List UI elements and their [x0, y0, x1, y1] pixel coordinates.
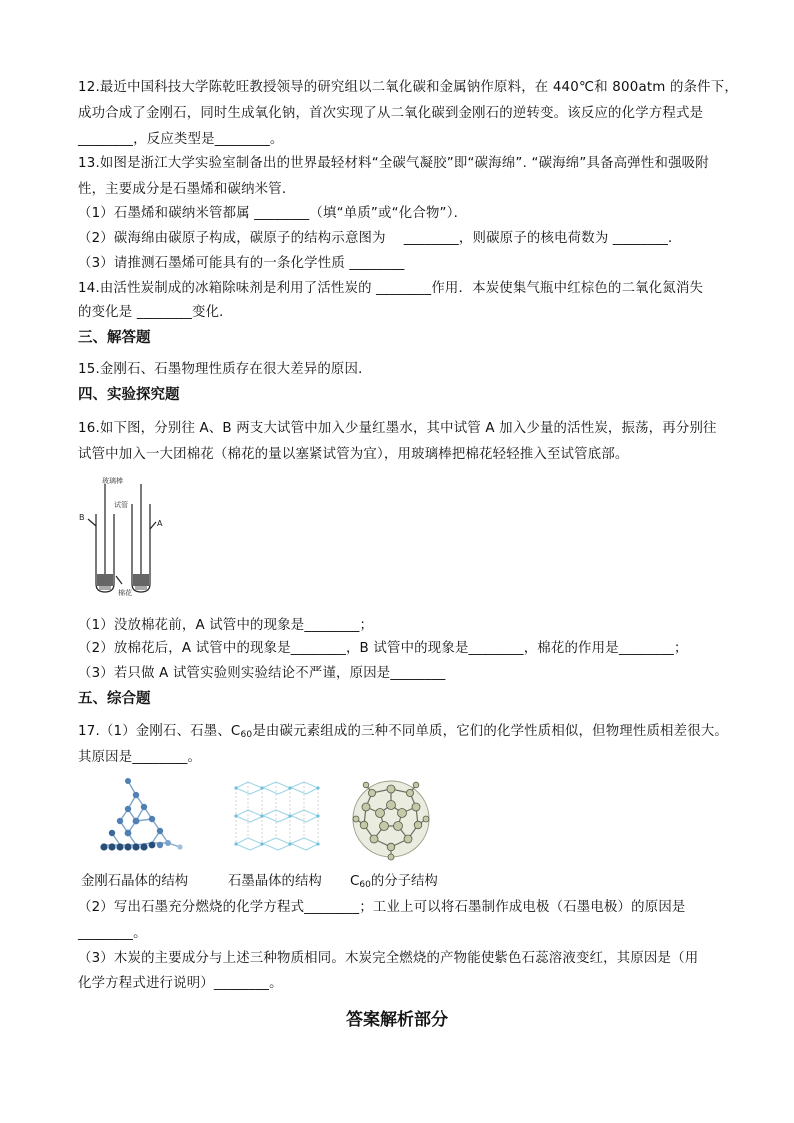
diamond-structure-image [94, 773, 190, 859]
q12-line2: 成功合成了金刚石，同时生成氧化钠，首次实现了从二氧化碳到金刚石的逆转变。该反应的化学方程式是 [78, 106, 704, 121]
cotton-a [133, 574, 149, 586]
label-cotton: 棉花 [118, 589, 132, 597]
label-rod: 玻璃棒 [102, 477, 123, 485]
c60-structure-image [346, 775, 436, 863]
q17-part2-line2: ________。 [78, 926, 147, 941]
q17-part3-line1: （3）木炭的主要成分与上述三种物质相同。木炭完全燃烧的产物能使紫色石蕊溶液变红，其原因是（用 [78, 951, 699, 966]
q13-line1: 13.如图是浙江大学实验室制备出的世界最轻材料“全碳气凝胶”即“碳海绵”. “碳海绵”具备高弹性和强吸附 [78, 156, 709, 171]
test-tubes-figure [76, 474, 168, 598]
caption-c60: $C_{60}$的分子结构 [350, 874, 438, 890]
q14-line2: 的变化是 ________变化． [78, 305, 233, 320]
q16-line2: 试管中加入一大团棉花（棉花的量以塞紧试管为宜），用玻璃棒把棉花轻轻推入至试管底部。 [78, 447, 629, 462]
q13-part3: （3）请推测石墨烯可能具有的一条化学性质 ________ [78, 256, 405, 271]
label-tube: 试管 [114, 501, 128, 509]
cotton-b [97, 574, 113, 586]
q12-line1: 12.最近中国科技大学陈乾旺教授领导的研究组以二氧化碳和金属钠作原料，在 440℃和 800atm 的条件下， [78, 80, 738, 95]
graphite-structure-image [228, 778, 324, 860]
q17-part2-line1: （2）写出石墨充分燃烧的化学方程式________；工业上可以将石墨制作成电极（石墨电极）的原因是 [78, 900, 686, 915]
q16-line1: 16.如下图，分别往 A、B 两支大试管中加入少量红墨水，其中试管 A 加入少量的活性炭，振荡，再分别往 [78, 421, 717, 436]
q12-line3: ________，反应类型是________。 [78, 132, 284, 147]
q17-line2: 其原因是________。 [78, 750, 202, 765]
q13-part1: （1）石墨烯和碳纳米管都属 ________（填“单质”或“化合物”）． [78, 206, 468, 221]
q13-line2: 性，主要成分是石墨烯和碳纳米管． [78, 182, 296, 197]
answer-section-title: 答案解析部分 [346, 1010, 448, 1030]
q17-line1: 17.（1）金刚石、石墨、$C_{60}$是由碳元素组成的三种不同单质，它们的化学性质相似，但物理性质相差很大。 [78, 724, 729, 740]
q16-part3: （3）若只做 A 试管实验则实验结论不严谨，原因是________ [78, 666, 446, 681]
section-heading-4: 四、实验探究题 [78, 387, 180, 403]
section-heading-3: 三、解答题 [78, 330, 151, 346]
label-a: A [157, 519, 163, 528]
caption-diamond: 金刚石晶体的结构 [81, 874, 189, 889]
q14-line1: 14.由活性炭制成的冰箱除味剂是利用了活性炭的 ________作用．本炭使集气瓶中红棕色的二氧化氮消失 [78, 281, 704, 296]
label-b: B [79, 513, 85, 522]
q15-text: 15.金刚石、石墨物理性质存在很大差异的原因． [78, 362, 372, 377]
q16-part2: （2）放棉花后，A 试管中的现象是________，B 试管中的现象是________，棉花的作用是________； [78, 641, 688, 656]
q17-part3-line2: 化学方程式进行说明）________。 [78, 976, 283, 991]
caption-graphite: 石墨晶体的结构 [228, 874, 322, 889]
section-heading-5: 五、综合题 [78, 691, 151, 707]
q16-part1: （1）没放棉花前，A 试管中的现象是________； [78, 618, 374, 633]
q13-part2: （2）碳海绵由碳原子构成，碳原子的结构示意图为 ________，则碳原子的核电荷数为 ________． [78, 231, 682, 246]
